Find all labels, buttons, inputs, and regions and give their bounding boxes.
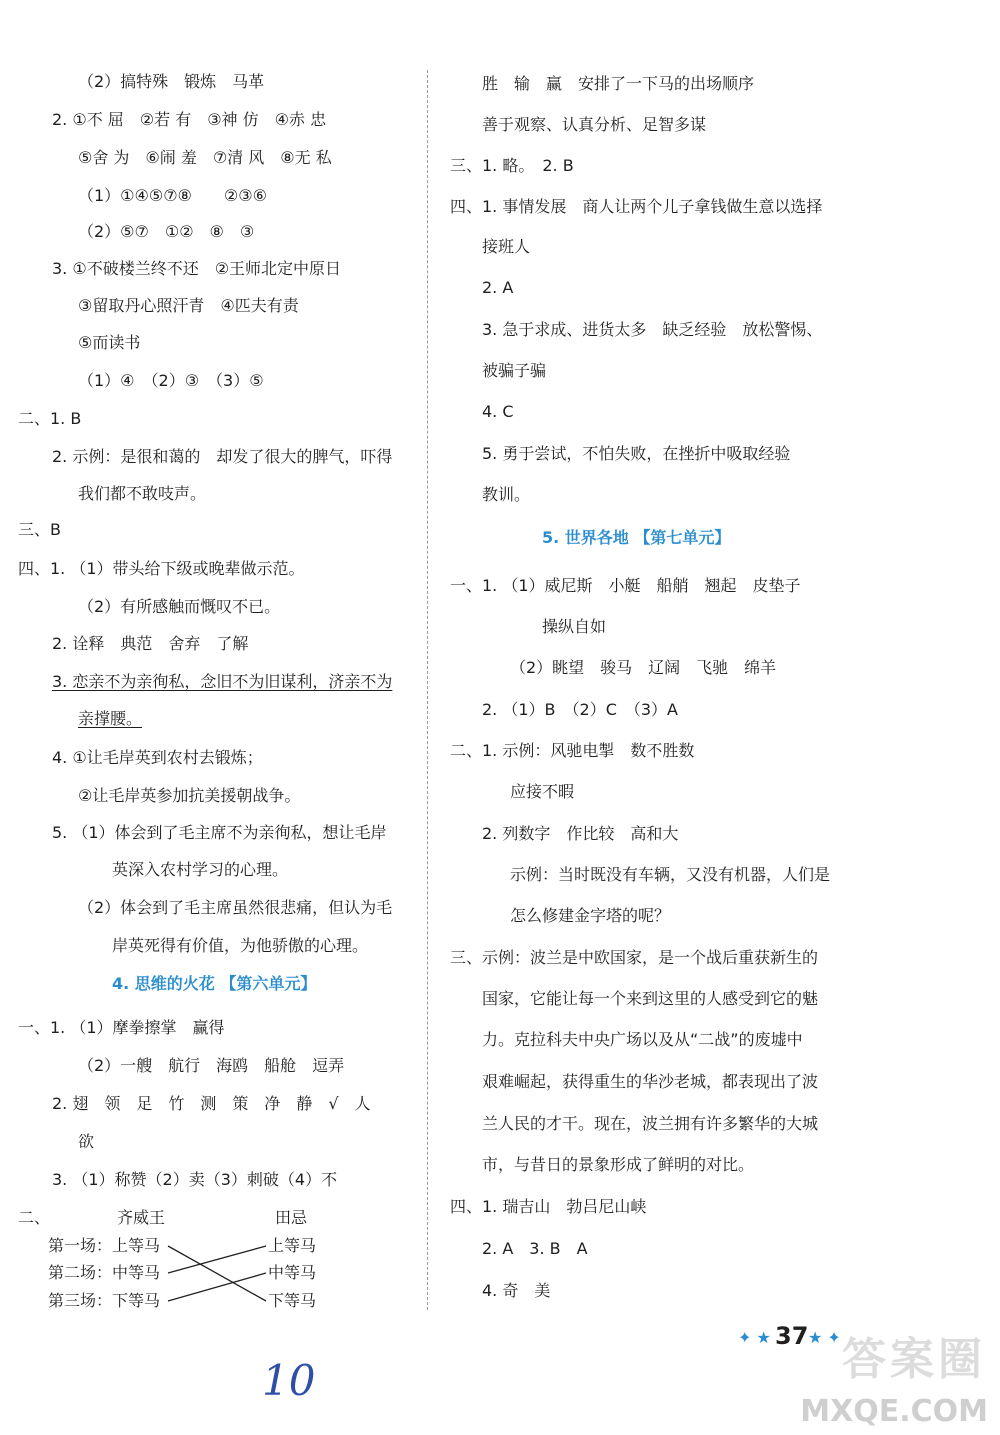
match-line bbox=[168, 1246, 266, 1273]
answer-line: 二、1. 示例：风驰电掣 数不胜数 bbox=[450, 741, 695, 760]
answer-line: 被骗子骗 bbox=[482, 361, 547, 380]
answer-line: 4. ①让毛岸英到农村去锻炼； bbox=[52, 748, 263, 767]
match-left-row: 第二场：中等马 bbox=[48, 1263, 161, 1282]
answer-line: 5. （1）体会到了毛主席不为亲徇私，想让毛岸 bbox=[52, 823, 387, 842]
answer-line: 2. ①不 屈 ②若 有 ③神 仿 ④赤 忠 bbox=[52, 110, 327, 129]
answer-line: 2. A 3. B A bbox=[482, 1239, 588, 1258]
match-left-row: 第三场：下等马 bbox=[48, 1291, 161, 1310]
watermark: MXQE.COM bbox=[800, 1394, 988, 1429]
answer-line: 国家，它能让每一个来到这里的人感受到它的魅 bbox=[482, 989, 819, 1008]
match-line bbox=[168, 1273, 266, 1301]
match-line bbox=[168, 1246, 266, 1301]
answer-line: 一、1. （1）威尼斯 小艇 船艄 翘起 皮垫子 bbox=[450, 576, 801, 595]
answer-line: 示例：当时既没有车辆，又没有机器，人们是 bbox=[510, 865, 831, 884]
answer-line: 5. 勇于尝试，不怕失败，在挫折中吸取经验 bbox=[482, 444, 791, 463]
star-icon: ✦ ★ bbox=[738, 1328, 771, 1347]
answer-line: （1）④ （2）③ （3）⑤ bbox=[78, 371, 264, 390]
answer-line: 善于观察、认真分析、足智多谋 bbox=[482, 115, 707, 134]
answer-line: 4. 奇 美 bbox=[482, 1281, 551, 1300]
answer-line: 2. A bbox=[482, 278, 514, 297]
answer-line: 欲 bbox=[78, 1132, 95, 1151]
answer-line: （2）一艘 航行 海鸥 船舱 逗弄 bbox=[78, 1056, 345, 1075]
answer-line: 三、1. 略。 2. B bbox=[450, 156, 574, 175]
answer-line: 2. 诠释 典范 舍弃 了解 bbox=[52, 634, 249, 653]
answer-line: ②让毛岸英参加抗美援朝战争。 bbox=[78, 786, 301, 805]
match-header-qi: 齐威王 bbox=[117, 1208, 166, 1227]
answer-line: （2）体会到了毛主席虽然很悲痛，但认为毛 bbox=[78, 898, 393, 917]
answer-line: 岸英死得有价值，为他骄傲的心理。 bbox=[112, 936, 369, 955]
answer-line: 2. 列数字 作比较 高和大 bbox=[482, 824, 679, 843]
star-icon: ★ ✦ bbox=[808, 1328, 841, 1347]
answer-line: 艰难崛起，获得重生的华沙老城，都表现出了波 bbox=[482, 1072, 819, 1091]
answer-line: 4. C bbox=[482, 402, 514, 421]
answer-line: 3. 急于求成、进货太多 缺乏经验 放松警惕、 bbox=[482, 320, 823, 339]
answer-line: 兰人民的才干。现在，波兰拥有许多繁华的大城 bbox=[482, 1114, 819, 1133]
section-heading: 4. 思维的火花 【第六单元】 bbox=[112, 974, 317, 993]
answer-line: 怎么修建金字塔的呢？ bbox=[510, 906, 671, 925]
answer-line: 亲撑腰。 bbox=[78, 709, 143, 728]
answer-line: （1）①④⑤⑦⑧ ②③⑥ bbox=[78, 186, 267, 205]
answer-line: ③留取丹心照汗青 ④匹夫有责 bbox=[78, 296, 299, 315]
match-label: 二、 bbox=[18, 1208, 51, 1227]
section-heading: 5. 世界各地 【第七单元】 bbox=[542, 528, 731, 547]
match-header-tian: 田忌 bbox=[275, 1208, 308, 1227]
answer-line: 2. 示例：是很和蔼的 却发了很大的脾气，吓得 bbox=[52, 447, 393, 466]
match-right-row: 中等马 bbox=[268, 1263, 317, 1282]
watermark-logo: 答案圈 bbox=[842, 1334, 986, 1385]
answer-line: 2. （1）B （2）C （3）A bbox=[482, 700, 678, 719]
match-left-row: 第一场：上等马 bbox=[48, 1236, 161, 1255]
answer-line: 三、B bbox=[18, 520, 61, 539]
answer-line: 四、1. 事情发展 商人让两个儿子拿钱做生意以选择 bbox=[450, 197, 823, 216]
answer-line: 教训。 bbox=[482, 485, 531, 504]
answer-line: 力。克拉科夫中央广场以及从“二战”的废墟中 bbox=[482, 1030, 803, 1049]
answer-line: 应接不暇 bbox=[510, 782, 575, 801]
answer-line: 3. ①不破楼兰终不还 ②王师北定中原日 bbox=[52, 259, 342, 278]
answer-line: （2）眺望 骏马 辽阔 飞驰 绵羊 bbox=[510, 658, 777, 677]
answer-line: 四、1. （1）带头给下级或晚辈做示范。 bbox=[18, 559, 305, 578]
answer-line: 三、示例：波兰是中欧国家，是一个战后重获新生的 bbox=[450, 948, 819, 967]
answer-line: 3. 恋亲不为亲徇私，念旧不为旧谋利，济亲不为 bbox=[52, 672, 393, 691]
answer-line: （2）⑤⑦ ①② ⑧ ③ bbox=[78, 222, 255, 241]
answer-line: ⑤而读书 bbox=[78, 333, 141, 352]
answer-line: （2）有所感触而慨叹不已。 bbox=[78, 597, 281, 616]
handwritten-note: 10 bbox=[262, 1356, 316, 1405]
answer-line: 四、1. 瑞吉山 勃吕尼山峡 bbox=[450, 1197, 647, 1216]
answer-line: ⑤舍 为 ⑥闹 羞 ⑦清 风 ⑧无 私 bbox=[78, 148, 332, 167]
answer-line: 英深入农村学习的心理。 bbox=[112, 860, 289, 879]
match-right-row: 下等马 bbox=[268, 1291, 317, 1310]
answer-line: 二、1. B bbox=[18, 409, 82, 428]
page-number: 37 bbox=[775, 1322, 809, 1350]
answer-line: 我们都不敢吱声。 bbox=[78, 484, 207, 503]
answer-line: 操纵自如 bbox=[542, 617, 607, 636]
answer-line: 2. 翅 领 足 竹 测 策 净 静 √ 人 bbox=[52, 1094, 371, 1113]
answer-line: 市，与昔日的景象形成了鲜明的对比。 bbox=[482, 1155, 755, 1174]
answer-line: 胜 输 赢 安排了一下马的出场顺序 bbox=[482, 74, 755, 93]
answer-line: 一、1. （1）摩拳擦掌 赢得 bbox=[18, 1018, 225, 1037]
answer-line: 接班人 bbox=[482, 237, 531, 256]
answer-line: （2）搞特殊 锻炼 马革 bbox=[78, 72, 265, 91]
match-right-row: 上等马 bbox=[268, 1236, 317, 1255]
answer-line: 3. （1）称赞（2）卖（3）刺破（4）不 bbox=[52, 1170, 338, 1189]
